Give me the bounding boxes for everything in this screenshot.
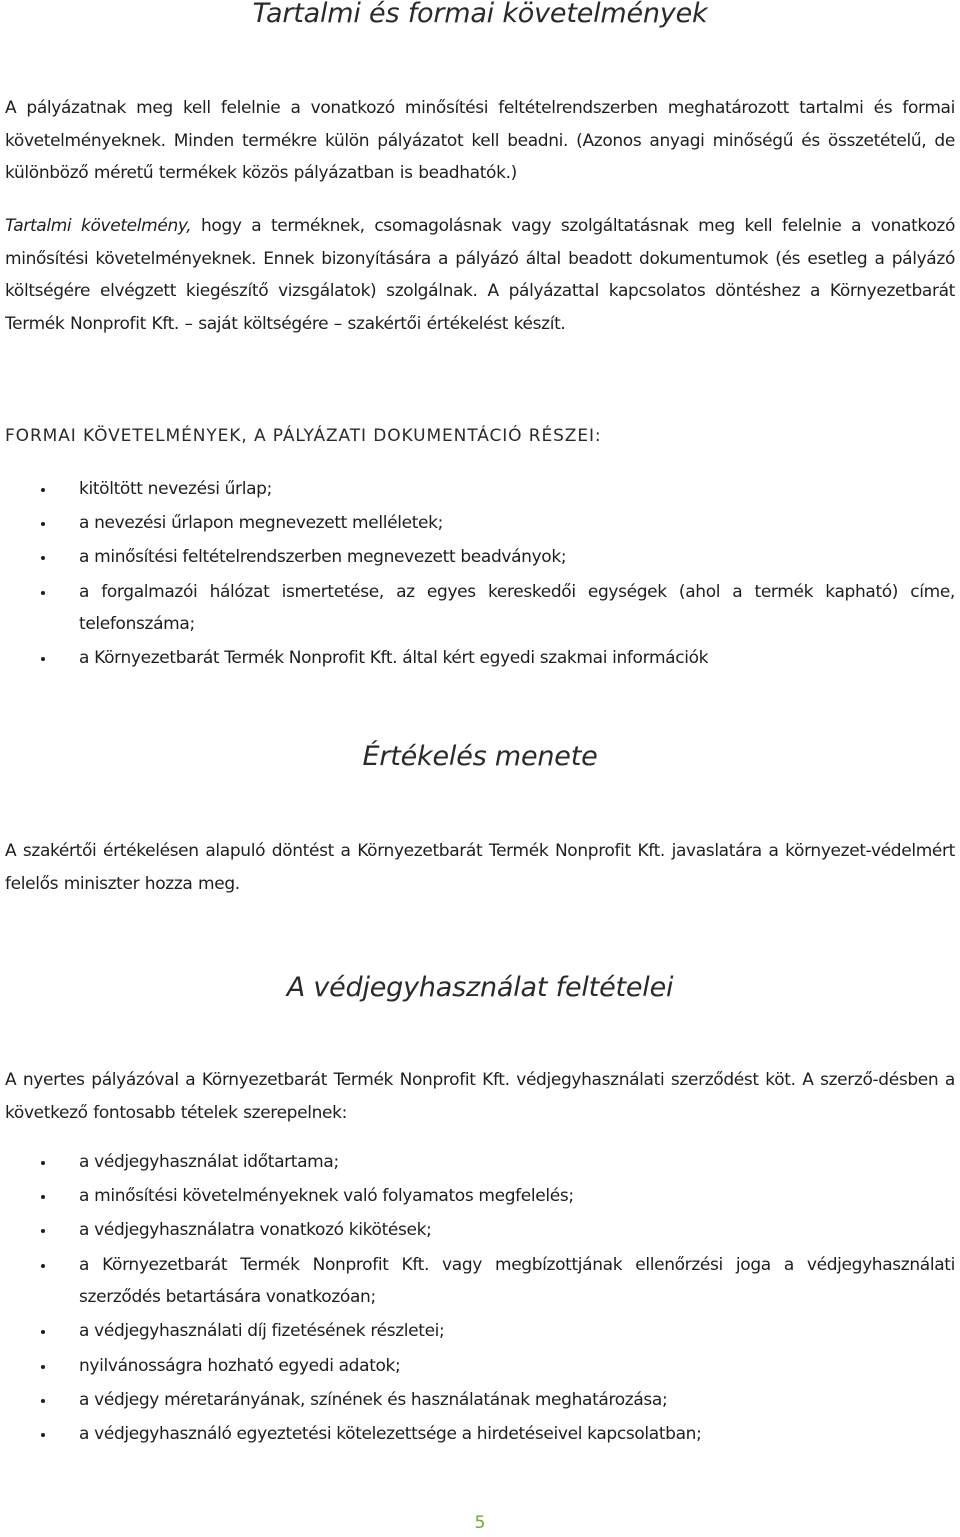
- trademark-terms-list: [0, 1146, 960, 1452]
- bullet-icon: [41, 591, 45, 595]
- bullet-icon: [41, 1195, 45, 1199]
- list-item: a védjegyhasználat időtartama;: [0, 1146, 960, 1179]
- list-item: a nevezési űrlapon megnevezett melléletek;: [0, 507, 960, 540]
- page-number: 5: [474, 1513, 486, 1533]
- trademark-paragraph: A nyertes pályázóval a Környezetbarát Termék Nonprofit Kft. védjegyhasználati szerződést köt. A szerző-désben a következő fontosabb tételek szerepelnek:: [5, 1070, 955, 1123]
- list-item: a védjegy méretarányának, színének és használatának meghatározása;: [0, 1384, 960, 1417]
- bullet-icon: [41, 1264, 45, 1268]
- list-item: a védjegyhasználó egyeztetési kötelezettsége a hirdetéseivel kapcsolatban;: [0, 1418, 960, 1451]
- bullet-icon: [41, 1330, 45, 1334]
- bullet-icon: [41, 1399, 45, 1403]
- section-title-content-requirements: Tartalmi és formai követelmények: [252, 0, 708, 29]
- list-item: a minősítési feltételrendszerben megnevezett beadványok;: [0, 541, 960, 574]
- content-requirement-paragraph: [5, 210, 955, 340]
- list-item: a forgalmazói hálózat ismertetése, az egyes kereskedői egységek (ahol a termék kapható) címe, telefonszáma;: [0, 576, 960, 641]
- list-item: a Környezetbarát Termék Nonprofit Kft. által kért egyedi szakmai információk: [0, 642, 960, 675]
- evaluation-paragraph: A szakértői értékelésen alapuló döntést a Környezetbarát Termék Nonprofit Kft. javaslatára a környezet-védelmért felelős miniszter hozza meg.: [5, 841, 955, 894]
- bullet-icon: [41, 1365, 45, 1369]
- list-item: a védjegyhasználati díj fizetésének részletei;: [0, 1315, 960, 1348]
- intro-paragraph: A pályázatnak meg kell felelnie a vonatkozó minősítési feltételrendszerben meghatározott tartalmi és formai követelményeknek. Minden termékre külön pályázatot kell beadni. (Azonos anyagi minőségű és összetételű, de különböző méretű termékek közös pályázatban is beadhatók.): [5, 98, 955, 184]
- bullet-icon: [41, 488, 45, 492]
- list-item: a védjegyhasználatra vonatkozó kikötések;: [0, 1214, 960, 1247]
- list-item: a minősítési követelményeknek való folyamatos megfelelés;: [0, 1180, 960, 1213]
- formal-requirements-list: [0, 473, 960, 677]
- list-item: nyilvánosságra hozható egyedi adatok;: [0, 1350, 960, 1383]
- content-requirement-term: Tartalmi követelmény,: [5, 216, 192, 236]
- bullet-icon: [41, 1433, 45, 1437]
- section-title-evaluation: Értékelés menete: [362, 741, 598, 772]
- content-requirement-text: hogy a terméknek, csomagolásnak vagy szolgáltatásnak meg kell felelnie a vonatkozó minősítési követelményeknek. Ennek bizonyítására a pályázó által beadott dokumentumok (és esetleg a pályázó költségére elvégzett kiegészítő vizsgálatok) szolgálnak. A pályázattal kapcsolatos döntéshez a Környezetbarát Termék Nonprofit Kft. – saját költségére – szakértői értékelést készít.: [5, 216, 955, 334]
- bullet-icon: [41, 556, 45, 560]
- list-item: a Környezetbarát Termék Nonprofit Kft. vagy megbízottjának ellenőrzési joga a védjegyhasználati szerződés betartására vonatkozóan;: [0, 1249, 960, 1314]
- bullet-icon: [41, 1161, 45, 1165]
- bullet-icon: [41, 1229, 45, 1233]
- bullet-icon: [41, 522, 45, 526]
- formal-requirements-heading: FORMAI KÖVETELMÉNYEK, A PÁLYÁZATI DOKUMENTÁCIÓ RÉSZEI:: [5, 426, 602, 446]
- section-title-trademark: A védjegyhasználat feltételei: [286, 972, 674, 1003]
- list-item: kitöltött nevezési űrlap;: [0, 473, 960, 506]
- bullet-icon: [41, 657, 45, 661]
